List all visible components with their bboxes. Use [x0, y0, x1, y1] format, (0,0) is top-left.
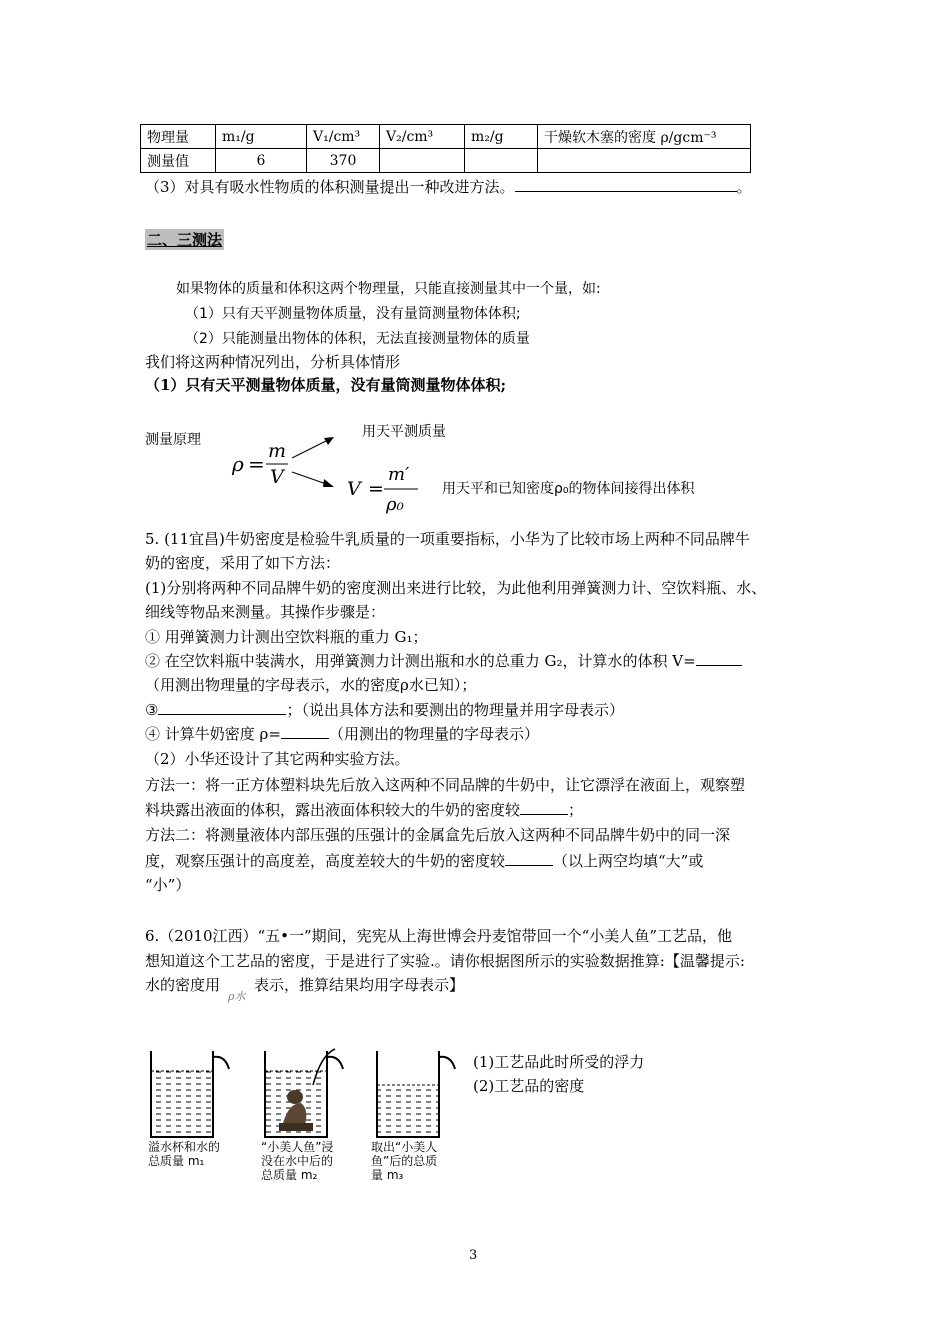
intro-line: （1）只有天平测量物体质量，没有量筒测量物体体积; — [185, 306, 521, 322]
principle-bottom-text: 用天平和已知密度ρ₀的物体间接得出体积 — [442, 481, 695, 497]
q5-text: ；（说出具体方法和要测出的物理量并用字母表示） — [286, 701, 624, 719]
fraction-bar-2 — [384, 488, 420, 492]
principle-arrows — [260, 420, 340, 500]
q5-line: (1)分别将两种不同品牌牛奶的密度测出来进行比较，为此他利用弹簧测力计、空饮料瓶、水、 — [145, 579, 767, 597]
table-cell — [538, 149, 751, 173]
answer-blank[interactable] — [281, 724, 329, 739]
measurement-table — [140, 124, 751, 173]
q5-text: 料块露出液面的体积，露出液面体积较大的牛奶的密度较 — [145, 801, 521, 819]
table-cell — [465, 149, 538, 173]
arrow-down-head — [323, 479, 334, 487]
q5-line: 奶的密度，采用了如下方法： — [145, 554, 341, 572]
beaker-3 — [377, 1051, 455, 1137]
question-3-text: （3）对具有吸水性物质的体积测量提出一种改进方法。 — [145, 178, 515, 196]
spout-icon — [439, 1057, 455, 1069]
q5-text: ② 在空饮料瓶中装满水，用弹簧测力计测出瓶和水的总重力 G₂，计算水的体积 V= — [145, 652, 696, 670]
equals-sign-2: = — [368, 478, 384, 500]
q6-question: (1)工艺品此时所受的浮力 — [473, 1053, 645, 1071]
table-cell: 测量值 — [141, 149, 216, 173]
water-fill — [151, 1071, 213, 1137]
section-title: 二、三测法 — [147, 231, 223, 249]
q5-line — [145, 699, 624, 721]
table-row — [141, 149, 751, 173]
principle-label: 测量原理 — [145, 432, 201, 448]
table-header-row — [141, 125, 751, 149]
spout-icon — [327, 1057, 343, 1069]
q6-line — [145, 974, 465, 1003]
caption-line: 量 m₃ — [371, 1168, 404, 1182]
q6-text: 水的密度用 — [145, 976, 221, 994]
table-cell — [380, 149, 465, 173]
mass-prime-symbol: m′ — [388, 464, 410, 485]
caption-line: 鱼”后的总质 — [371, 1154, 438, 1168]
q5-text: ④ 计算牛奶密度 ρ= — [145, 725, 281, 743]
q5-line — [145, 850, 703, 872]
q5-line: ① 用弹簧测力计测出空饮料瓶的重力 G₁； — [145, 628, 428, 646]
q5-line — [145, 799, 583, 821]
q6-questions — [473, 1050, 644, 1098]
q5-text: （用测出的物理量的字母表示） — [328, 725, 539, 743]
caption-line: 总质量 m₁ — [148, 1154, 205, 1168]
intro-line: 如果物体的质量和体积这两个物理量，只能直接测量其中一个量，如: — [176, 281, 601, 297]
beaker-2-caption — [261, 1140, 333, 1182]
q6-question: (2)工艺品的密度 — [473, 1077, 585, 1095]
principle-top-text: 用天平测质量 — [362, 424, 446, 440]
rho0-symbol: ρ₀ — [386, 494, 404, 515]
table-cell: m₁/g — [216, 125, 307, 149]
caption-line: 取出“小美人 — [371, 1140, 438, 1154]
q5-line: （2）小华还设计了其它两种实验方法。 — [145, 750, 410, 768]
q5-text: 度，观察压强计的高度差，高度差较大的牛奶的密度较 — [145, 852, 506, 870]
q6-line: 6.（2010江西）“五•一”期间，宪宪从上海世博会丹麦馆带回一个“小美人鱼”工艺品，他 — [145, 927, 733, 945]
rho-water-symbol: ρ水 — [228, 990, 246, 1003]
intro-line: （2）只能测量出物体的体积，无法直接测量物体的质量 — [185, 331, 530, 347]
caption-line: 没在水中后的 — [261, 1154, 334, 1168]
table-cell: V₂/cm³ — [380, 125, 465, 149]
q5-line: （用测出物理量的字母表示，水的密度ρ水已知）； — [145, 676, 477, 694]
caption-line: 总质量 m₂ — [261, 1168, 318, 1182]
answer-blank[interactable] — [515, 177, 737, 192]
table-cell: V₁/cm³ — [307, 125, 380, 149]
spout-icon — [213, 1057, 229, 1069]
table-cell: 6 — [216, 149, 307, 173]
q5-text: （以上两空均填“大”或 — [553, 852, 704, 870]
q5-text: ③ — [145, 701, 159, 719]
beaker-1 — [151, 1051, 229, 1137]
q5-line — [145, 650, 742, 672]
beaker-2 — [265, 1049, 343, 1137]
q5-line: 方法二：将测量液体内部压强的压强计的金属盒先后放入这两种不同品牌牛奶中的同一深 — [145, 826, 731, 844]
equals-sign: = — [248, 452, 265, 476]
caption-line: “小美人鱼”浸 — [261, 1140, 334, 1154]
intro-line: 我们将这两种情况列出，分析具体情形 — [145, 353, 401, 371]
period: 。 — [736, 178, 752, 196]
q5-line: 方法一：将一正方体塑料块先后放入这两种不同品牌的牛奶中，让它漂浮在液面上，观察塑 — [145, 776, 746, 794]
rho-symbol: ρ — [232, 452, 244, 476]
table-cell: m₂/g — [465, 125, 538, 149]
bold-heading: （1）只有天平测量物体质量，没有量筒测量物体体积; — [145, 376, 506, 394]
q6-text: 表示，推算结果均用字母表示】 — [254, 976, 465, 994]
page-number: 3 — [469, 1248, 478, 1263]
table-cell: 干燥软木塞的密度 ρ/gcm⁻³ — [538, 125, 751, 149]
answer-blank[interactable] — [158, 700, 286, 715]
answer-blank[interactable] — [505, 851, 553, 866]
beaker-diagram — [145, 1045, 465, 1140]
q6-line: 想知道这个工艺品的密度，于是进行了实验.。请你根据图所示的实验数据推算:【温馨提示: — [145, 952, 745, 970]
mass-symbol: m — [268, 440, 287, 462]
beaker-1-caption — [148, 1140, 220, 1168]
volume-symbol: V — [270, 466, 284, 488]
table-cell: 370 — [307, 149, 380, 173]
beaker-3-caption — [371, 1140, 437, 1182]
answer-blank[interactable] — [696, 651, 742, 666]
q5-line: 细线等物品来测量。其操作步骤是： — [145, 603, 386, 621]
q5-line — [145, 723, 539, 745]
answer-blank[interactable] — [520, 800, 568, 815]
q5-line: “小”） — [145, 876, 191, 894]
caption-line: 溢水杯和水的 — [148, 1140, 221, 1154]
table-cell: 物理量 — [141, 125, 216, 149]
water-fill — [377, 1085, 439, 1137]
q5-text: ； — [568, 801, 584, 819]
volume-lhs: V — [347, 478, 361, 500]
question-3 — [145, 176, 752, 198]
q5-line: 5. (11宜昌)牛奶密度是检验牛乳质量的一项重要指标，小华为了比较市场上两种不同品牌牛 — [145, 530, 750, 548]
